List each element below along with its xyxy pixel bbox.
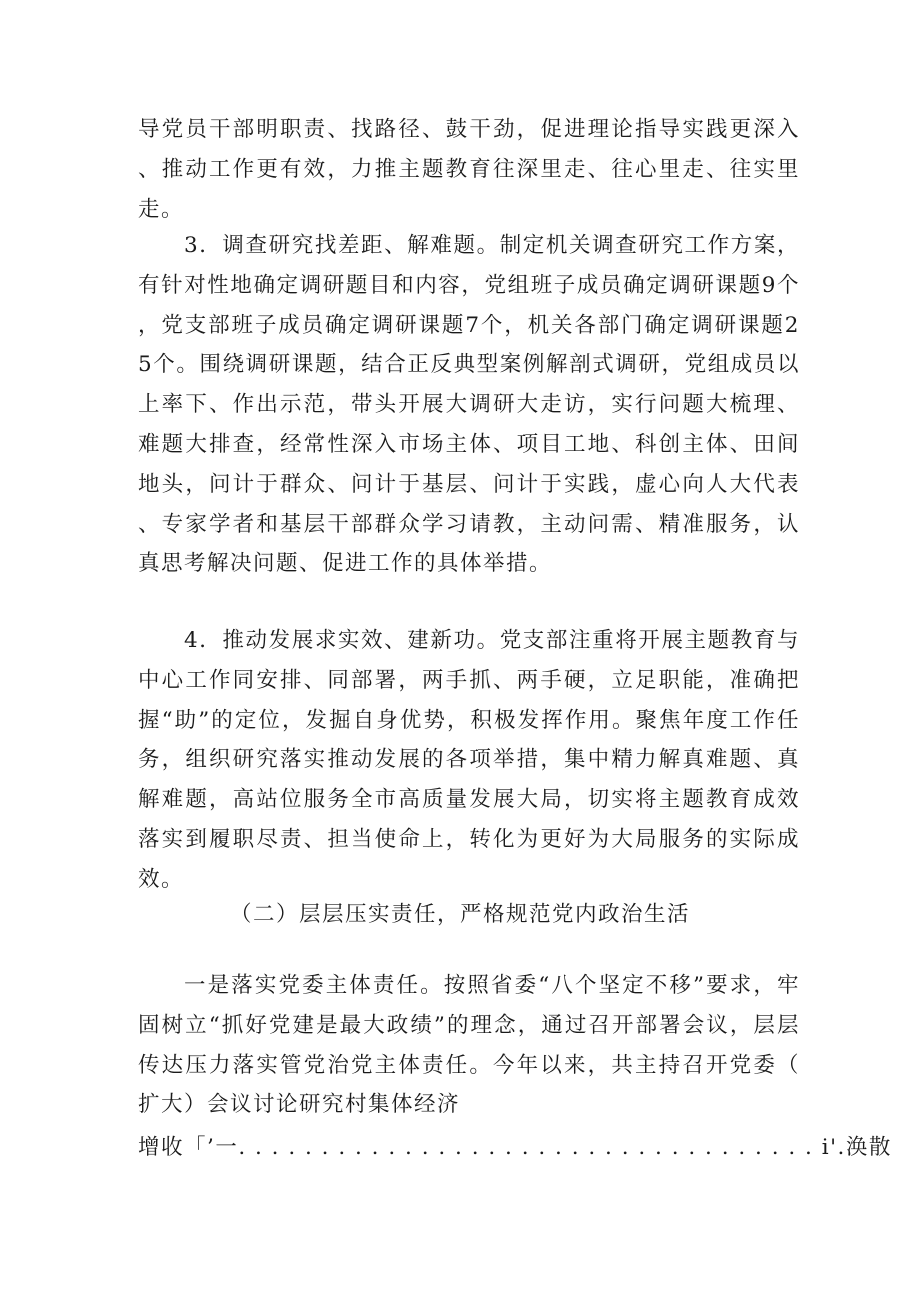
body-paragraph-2: 3．调查研究找差距、解难题。制定机关调查研究工作方案，有针对性地确定调研题目和内容，党组班子成员确定调研课题9个，党支部班子成员确定调研课题7个，机关各部门确定调研课题25个。围绕调研课题，结合正反典型案例解剖式调研，党组成员以上率下、作出示范，带头开展大调研大走访，实行问题大梳理、难题大排查，经常性深入市场主体、项目工地、科创主体、田间地头，问计于群众、问计于基层、问计于实践，虚心向人大代表、专家学者和基层干部群众学习请教，主动问需、精准服务，认真思考解决问题、促进工作的具体举措。: [138, 233, 800, 577]
body-paragraph-1: 导党员干部明职责、找路径、鼓干劲，促进理论指导实践更深入、推动工作更有效，力推主题教育往深里走、往心里走、往实里走。: [138, 117, 800, 222]
body-paragraph-4: 一是落实党委主体责任。按照省委“八个坚定不移”要求，牢固树立“抓好党建是最大政绩”的理念，通过召开部署会议，层层传达压力落实管党治党主体责任。今年以来，共主持召开党委（扩大）会议讨论研究村集体经济: [138, 973, 800, 1118]
section-heading: （二）层层压实责任，严格规范党内政治生活: [229, 902, 690, 927]
garbled-dotted-line: 增收「’一. . . . . . . . . . . . . . . . . . . . . . . . . . . . . . . . . . . i'.涣散: [138, 1135, 892, 1160]
body-paragraph-3: 4．推动发展求实效、建新功。党支部注重将开展主题教育与中心工作同安排、同部署，两手抓、两手硬，立足职能，准确把握“助”的定位，发掘自身优势，积极发挥作用。聚焦年度工作任务，组织研究落实推动发展的各项举措，集中精力解真难题、真解难题，高站位服务全市高质量发展大局，切实将主题教育成效落实到履职尽责、担当使命上，转化为更好为大局服务的实际成效。: [138, 628, 800, 892]
